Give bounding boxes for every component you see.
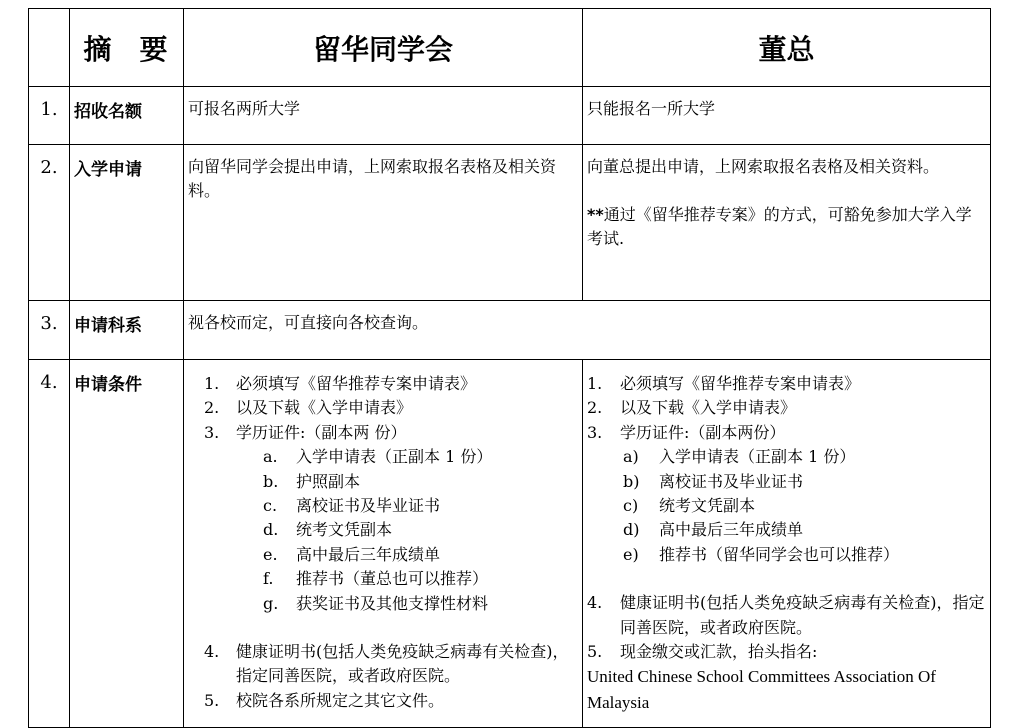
header-row: [29, 9, 991, 87]
note-mark: **: [587, 205, 604, 224]
header-dongzong: 董总: [583, 9, 991, 87]
row-label: 申请条件: [70, 360, 184, 728]
sub-item: a) 入学申请表（正副本 1 份）: [623, 447, 856, 467]
sub-item: b) 离校证书及毕业证书: [623, 471, 804, 491]
liuhua-cell: 向留华同学会提出申请，上网索取报名表格及相关资料。: [184, 145, 583, 301]
row-label: 入学申请: [70, 145, 184, 301]
table-row: [29, 87, 991, 145]
list-item: 5. 现金缴交或汇款，抬头指名:: [587, 642, 818, 662]
sub-item: d) 高中最后三年成绩单: [623, 520, 804, 540]
list-item: 1. 必须填写《留华推荐专案申请表》: [587, 374, 861, 393]
header-summary-b: 要: [139, 32, 170, 66]
dongzong-cell: [583, 145, 991, 301]
list-item: 2. 以及下载《入学申请表》: [587, 398, 797, 418]
header-summary-a: 摘: [83, 32, 114, 66]
row-label: 申请科系: [70, 301, 184, 360]
dongzong-cell: 只能报名一所大学: [583, 87, 991, 145]
header-index: [29, 9, 70, 87]
sub-item: c) 统考文凭副本: [623, 496, 756, 516]
sub-item: e. 高中最后三年成绩单: [263, 544, 441, 564]
list-item: 4. 健康证明书(包括人类免疫缺乏病毒有关检查)，指定同善医院，或者政府医院。: [587, 593, 985, 637]
row-label: 招收名额: [70, 87, 184, 145]
row-number: 4.: [29, 360, 70, 728]
comparison-table: [28, 8, 991, 728]
row-number: 1.: [29, 87, 70, 145]
list-item: 2. 以及下载《入学申请表》: [204, 398, 413, 418]
table-row: [29, 301, 991, 360]
dongzong-apply-text: 向董总提出申请，上网索取报名表格及相关资料。: [587, 157, 940, 176]
row-number: 3.: [29, 301, 70, 360]
header-liuhua: 留华同学会: [184, 9, 583, 87]
sub-item: c. 离校证书及毕业证书: [263, 496, 441, 516]
payee-name: United Chinese School Committees Association Of Malaysia: [587, 667, 936, 713]
sub-item: a. 入学申请表（正副本 1 份）: [263, 447, 493, 467]
list-item: 5. 校院各系所规定之其它文件。: [204, 690, 445, 710]
table-row: [29, 145, 991, 301]
list-item: 3. 学历证件:（副本两份）: [587, 422, 786, 442]
table-row: [29, 360, 991, 728]
list-item: 3. 学历证件:（副本两 份）: [204, 422, 407, 442]
header-summary: [70, 9, 184, 87]
dongzong-conditions: [583, 360, 991, 728]
row-number: 2.: [29, 145, 70, 301]
note-text: 通过《留华推荐专案》的方式，可豁免参加大学入学考试.: [587, 205, 972, 248]
dongzong-note: [587, 203, 987, 251]
liuhua-cell: 可报名两所大学: [184, 87, 583, 145]
sub-item: b. 护照副本: [263, 471, 361, 491]
sub-item: g. 获奖证书及其他支撑性材料: [263, 593, 489, 613]
merged-cell: 视各校而定，可直接向各校查询。: [184, 301, 991, 360]
liuhua-conditions: [184, 360, 583, 728]
sub-item: f. 推荐书（董总也可以推荐）: [263, 569, 489, 589]
list-item: 1. 必须填写《留华推荐专案申请表》: [204, 374, 477, 393]
sub-item: d. 统考文凭副本: [263, 520, 393, 540]
list-item: 4. 健康证明书(包括人类免疫缺乏病毒有关检查)，指定同善医院，或者政府医院。: [204, 642, 569, 686]
sub-item: e) 推荐书（留华同学会也可以推荐）: [623, 544, 900, 564]
